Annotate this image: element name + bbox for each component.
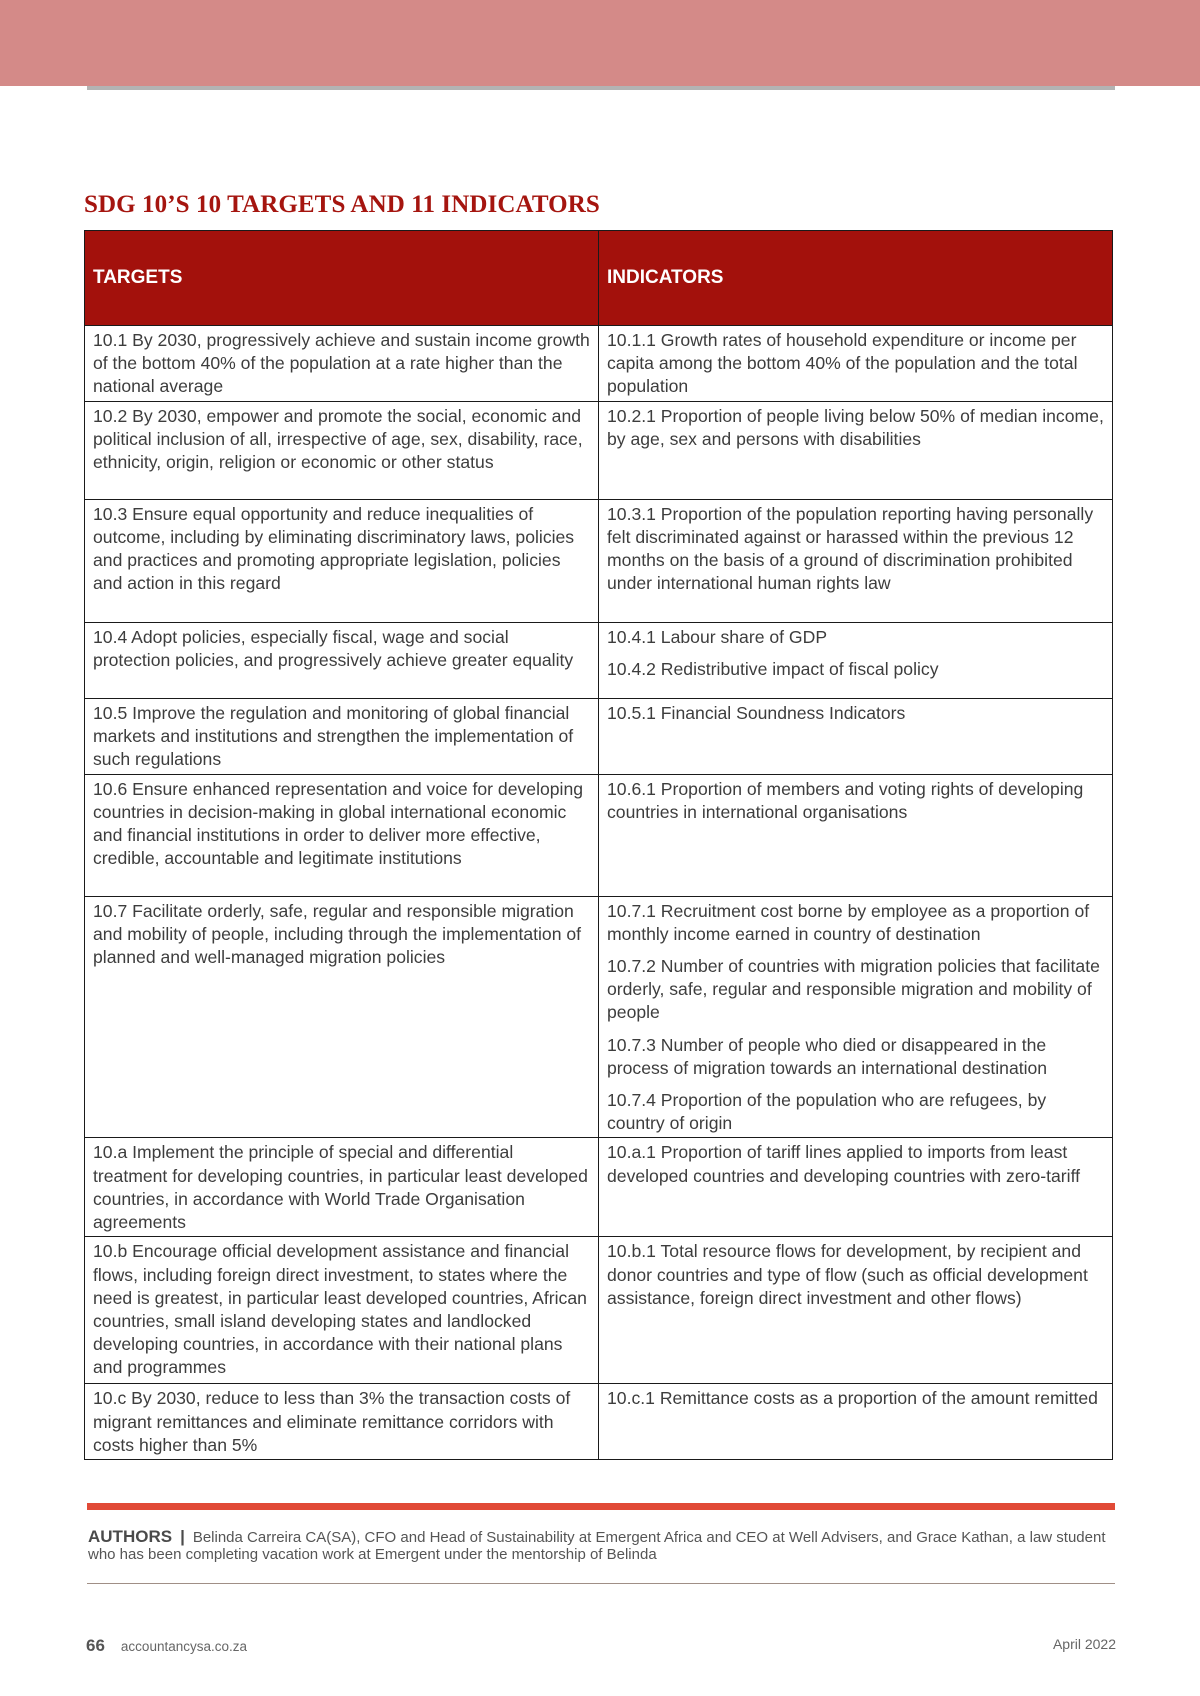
table-header-row <box>85 231 1113 326</box>
indicator-text: 10.4.1 Labour share of GDP <box>607 626 828 647</box>
authors-credit <box>88 1528 1108 1563</box>
table-row <box>85 499 1113 622</box>
table-row <box>85 622 1113 698</box>
target-cell: 10.2 By 2030, empower and promote the social, economic and political inclusion of all, irrespective of age, sex, disability, race, ethnicity, origin, religion or economic or other status <box>85 401 599 499</box>
section-title: SDG 10’S 10 TARGETS AND 11 INDICATORS <box>84 191 600 218</box>
page-number: 66 <box>86 1636 105 1655</box>
target-cell: 10.a Implement the principle of special and differential treatment for developing countries, in particular least developed countries, in accordance with World Trade Organisation agreements <box>85 1138 599 1237</box>
indicator-text: 10.7.3 Number of people who died or disappeared in the process of migration towards an international destination <box>607 1034 1048 1078</box>
target-cell: 10.5 Improve the regulation and monitoring of global financial markets and institutions and strengthen the implementation of such regulations <box>85 698 599 774</box>
indicator-text: 10.6.1 Proportion of members and voting rights of developing countries in international organisations <box>607 778 1084 822</box>
target-cell: 10.c By 2030, reduce to less than 3% the transaction costs of migrant remittances and eliminate remittance corridors with costs higher than 5% <box>85 1384 599 1460</box>
indicator-cell <box>599 326 1113 402</box>
indicator-text: 10.c.1 Remittance costs as a proportion of the amount remitted <box>607 1388 1098 1409</box>
authors-accent-rule <box>87 1503 1115 1510</box>
indicator-text: 10.b.1 Total resource flows for development, by recipient and donor countries and type of flow (such as official development assistance, foreign direct investment and other flows) <box>607 1241 1088 1308</box>
issue-date: April 2022 <box>1052 1636 1116 1652</box>
indicator-text: 10.7.4 Proportion of the population who are refugees, by country of origin <box>607 1090 1047 1134</box>
top-color-band <box>0 0 1200 86</box>
indicators-column-header: INDICATORS <box>599 231 1113 326</box>
indicator-cell <box>599 1237 1113 1384</box>
table-row <box>85 1237 1113 1384</box>
indicator-cell <box>599 1138 1113 1237</box>
indicator-cell <box>599 499 1113 622</box>
table-row <box>85 1384 1113 1460</box>
indicator-text: 10.4.2 Redistributive impact of fiscal policy <box>607 658 939 679</box>
indicator-cell <box>599 774 1113 896</box>
target-cell: 10.3 Ensure equal opportunity and reduce inequalities of outcome, including by eliminating discriminatory laws, policies and practices and promoting appropriate legislation, policies and action in this regard <box>85 499 599 622</box>
target-cell: 10.6 Ensure enhanced representation and voice for developing countries in decision-making in global international economic and financial institutions in order to deliver more effective, credible, accountable and legitimate institutions <box>85 774 599 896</box>
indicator-cell <box>599 896 1113 1138</box>
site-link[interactable]: accountancysa.co.za <box>120 1639 247 1654</box>
target-cell: 10.7 Facilitate orderly, safe, regular and responsible migration and mobility of people, including through the implementation of planned and well-managed migration policies <box>85 896 599 1138</box>
authors-bottom-rule <box>87 1583 1115 1584</box>
indicator-text: 10.1.1 Growth rates of household expenditure or income per capita among the bottom 40% of the population and the total population <box>607 330 1078 397</box>
table-row <box>85 896 1113 1138</box>
target-cell: 10.1 By 2030, progressively achieve and sustain income growth of the bottom 40% of the population at a rate higher than the national average <box>85 326 599 402</box>
authors-label: AUTHORS <box>88 1527 173 1546</box>
top-gray-rule <box>87 86 1115 90</box>
footer-left <box>86 1636 247 1656</box>
indicator-cell <box>599 622 1113 698</box>
indicator-text: 10.5.1 Financial Soundness Indicators <box>607 702 906 723</box>
authors-separator: | <box>180 1527 185 1546</box>
targets-column-header: TARGETS <box>85 231 599 326</box>
indicator-text: 10.7.2 Number of countries with migration policies that facilitate orderly, safe, regular and responsible migration and mobility of people <box>607 956 1100 1023</box>
authors-text: Belinda Carreira CA(SA), CFO and Head of Sustainability at Emergent Africa and CEO at Well Advisers, and Grace Kathan, a law student who has been completing vacation work at Emergent under the mentorship of Belinda <box>88 1529 1106 1563</box>
target-cell: 10.b Encourage official development assistance and financial flows, including foreign direct investment, to states where the need is greatest, in particular least developed countries, African countries, small island developing states and landlocked developing countries, in accordance with their national plans and programmes <box>85 1237 599 1384</box>
target-cell: 10.4 Adopt policies, especially fiscal, wage and social protection policies, and progressively achieve greater equality <box>85 622 599 698</box>
indicator-cell <box>599 1384 1113 1460</box>
indicator-cell <box>599 401 1113 499</box>
indicator-cell <box>599 698 1113 774</box>
sdg-targets-table <box>84 230 1113 1460</box>
indicator-text: 10.a.1 Proportion of tariff lines applied to imports from least developed countries and developing countries with zero-tariff <box>607 1142 1081 1186</box>
table-row <box>85 1138 1113 1237</box>
indicator-text: 10.2.1 Proportion of people living below 50% of median income, by age, sex and persons with disabilities <box>607 405 1104 449</box>
indicator-text: 10.3.1 Proportion of the population reporting having personally felt discriminated against or harassed within the previous 12 months on the basis of a ground of discrimination prohibited under international human rights law <box>607 503 1094 594</box>
indicator-text: 10.7.1 Recruitment cost borne by employee as a proportion of monthly income earned in country of destination <box>607 900 1090 944</box>
table-row <box>85 774 1113 896</box>
table-row <box>85 401 1113 499</box>
table-row <box>85 326 1113 402</box>
table-row <box>85 698 1113 774</box>
